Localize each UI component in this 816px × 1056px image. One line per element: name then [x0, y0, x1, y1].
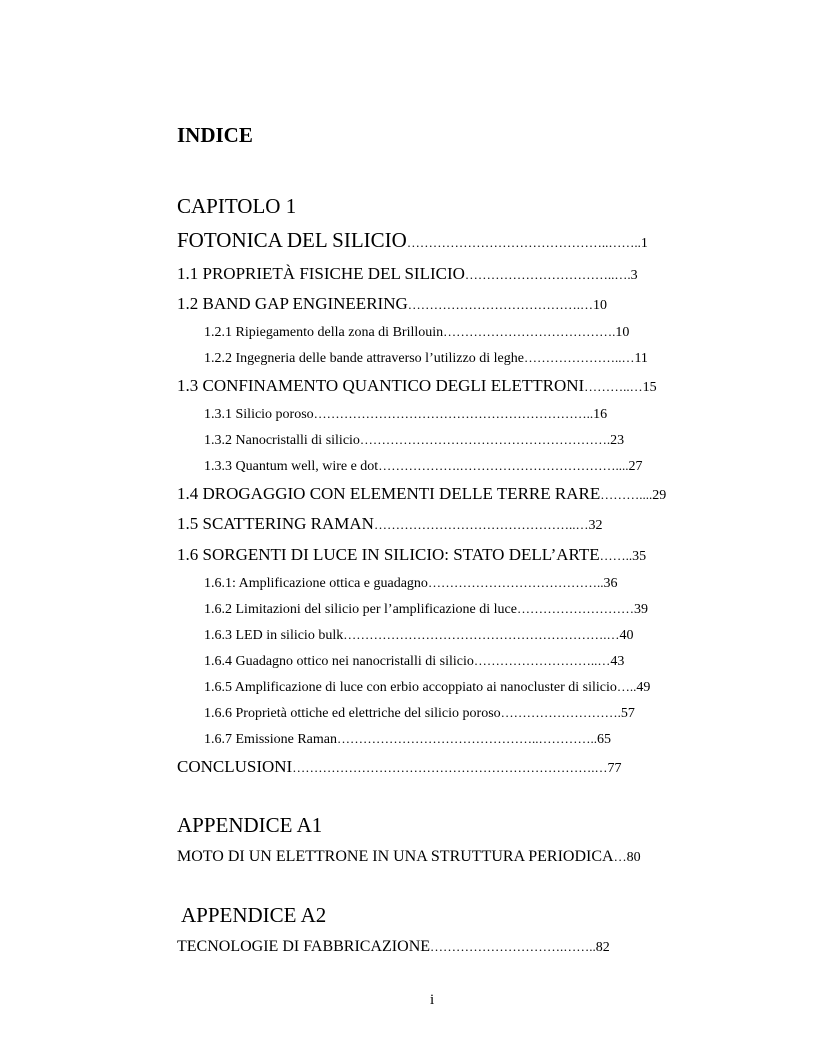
toc-page-number: 35 — [632, 549, 647, 564]
toc-entry[interactable] — [204, 406, 689, 423]
toc-page-number: 32 — [588, 518, 603, 533]
toc-entry-title: 1.6.3 LED in silicio bulk — [204, 628, 344, 643]
toc-entry-title: 1.6.7 Emissione Raman — [204, 732, 337, 747]
appendix-heading: APPENDICE A1 — [177, 813, 323, 837]
toc-entry-title: FOTONICA DEL SILICIO — [177, 228, 407, 252]
page-number: i — [430, 992, 435, 1008]
toc-leader-dots: …………………………………. — [443, 324, 616, 339]
toc-entry-title: 1.3.1 Silicio poroso — [204, 407, 314, 422]
toc-entry[interactable] — [204, 679, 689, 696]
toc-entry[interactable] — [204, 705, 689, 722]
toc-page-number: 43 — [610, 654, 625, 669]
toc-entry-title: 1.5 SCATTERING RAMAN — [177, 514, 374, 533]
toc-entry[interactable] — [204, 731, 689, 748]
toc-entry-title: 1.6.5 Amplificazione di luce con erbio accoppiato ai nanocluster di silicio — [204, 680, 617, 695]
toc-leader-dots: ………………………….…….. — [430, 939, 596, 954]
toc-entry[interactable] — [177, 376, 689, 396]
toc-page-number: 27 — [628, 459, 643, 474]
toc-page-number: 57 — [620, 706, 635, 721]
toc-leader-dots: ………………………..… — [473, 653, 611, 668]
toc-page-number: 23 — [610, 433, 625, 448]
toc-entry-title: TECNOLOGIE DI FABBRICAZIONE — [177, 938, 431, 955]
toc-leader-dots: ………………………………….. — [427, 575, 604, 590]
toc-entry[interactable] — [177, 938, 689, 956]
toc-entry[interactable] — [204, 432, 689, 449]
toc-leader-dots: … — [613, 849, 627, 864]
appendix-heading: APPENDICE A2 — [181, 903, 327, 927]
toc-entry-title: 1.3 CONFINAMENTO QUANTICO DEGLI ELETTRONI — [177, 376, 585, 395]
toc-leader-dots: ……….... — [600, 487, 653, 502]
toc-entry[interactable] — [204, 458, 689, 475]
toc-entry-title: 1.6.2 Limitazioni del silicio per l’amplificazione di luce — [204, 602, 517, 617]
toc-entry[interactable] — [177, 757, 689, 777]
toc-entry[interactable] — [177, 228, 689, 253]
toc-leader-dots: …………………………………………………. — [359, 432, 611, 447]
toc-entry-title: MOTO DI UN ELETTRONE IN UNA STRUTTURA PERIODICA — [177, 848, 614, 865]
toc-leader-dots: …………………..… — [523, 350, 635, 365]
toc-entry-title: 1.4 DROGAGGIO CON ELEMENTI DELLE TERRE RARE — [177, 484, 601, 503]
toc-entry[interactable] — [204, 324, 689, 341]
toc-leader-dots: ……………………………………………………….. — [313, 406, 594, 421]
toc-leader-dots: ……………….……………………………….... — [378, 458, 629, 473]
toc-leader-dots: ……………………… — [516, 601, 634, 616]
toc-page-number: 10 — [593, 298, 607, 313]
toc-page-number: 40 — [619, 628, 634, 643]
toc-page-number: 39 — [633, 602, 648, 617]
toc-page-number: 49 — [636, 680, 651, 695]
toc-entry-title: 1.1 PROPRIETÀ FISICHE DEL SILICIO — [177, 264, 465, 283]
toc-page-number: 80 — [626, 850, 641, 865]
toc-entry[interactable] — [177, 848, 689, 866]
toc-entry-title: 1.6.6 Proprietà ottiche ed elettriche del silicio poroso — [204, 706, 501, 721]
toc-entry[interactable] — [204, 350, 689, 367]
chapter-heading: CAPITOLO 1 — [177, 194, 297, 218]
toc-leader-dots: …………………………………………………….… — [343, 627, 620, 642]
toc-page-number: 77 — [607, 761, 622, 776]
toc-page-number: 16 — [593, 407, 608, 422]
toc-entry-title: 1.2.1 Ripiegamento della zona di Brillouin — [204, 325, 444, 340]
toc-entry[interactable] — [177, 514, 689, 534]
toc-entry[interactable] — [204, 601, 689, 618]
page-title: INDICE — [177, 123, 253, 147]
toc-leader-dots: ……………………………..…. — [464, 267, 631, 282]
toc-page-number: 29 — [652, 488, 667, 503]
toc-entry-title: 1.3.2 Nanocristalli di silicio — [204, 433, 360, 448]
toc-entry[interactable] — [204, 653, 689, 670]
toc-leader-dots: …………………………………………………………….… — [292, 760, 608, 775]
toc-entry-title: 1.2 BAND GAP ENGINEERING — [177, 294, 408, 313]
toc-leader-dots: ………………………………………..………….. — [337, 731, 597, 746]
toc-leader-dots: ………………………………….… — [407, 297, 593, 312]
toc-leader-dots: ………………………………………..…….. — [406, 235, 641, 250]
toc-entry[interactable] — [177, 294, 689, 314]
toc-entry[interactable] — [177, 264, 689, 284]
toc-page-number: 3 — [630, 268, 638, 283]
toc-leader-dots: ………………………. — [500, 705, 621, 720]
toc-page-number: 82 — [595, 940, 610, 955]
toc-entry-title: 1.2.2 Ingegneria delle bande attraverso l’utilizzo di leghe — [204, 351, 524, 366]
toc-page-number: 1 — [640, 236, 648, 251]
toc-page-number: 65 — [597, 732, 611, 747]
toc-page-number: 11 — [634, 351, 648, 366]
toc-entry-title: CONCLUSIONI — [177, 757, 293, 776]
toc-page-number: 10 — [615, 325, 630, 340]
toc-leader-dots: ….. — [616, 679, 637, 694]
toc-leader-dots: ………………………………………..… — [373, 517, 589, 532]
toc-entry[interactable] — [177, 484, 689, 504]
toc-entry[interactable] — [177, 545, 689, 565]
toc-entry[interactable] — [204, 575, 689, 592]
toc-page-number: 15 — [642, 380, 657, 395]
toc-leader-dots: …….. — [599, 548, 633, 563]
toc-entry-title: 1.6 SORGENTI DI LUCE IN SILICIO: STATO DELL’ARTE — [177, 545, 600, 564]
toc-entry-title: 1.3.3 Quantum well, wire e dot — [204, 459, 379, 474]
toc-entry[interactable] — [204, 627, 689, 644]
toc-entry-title: 1.6.1: Amplificazione ottica e guadagno — [204, 576, 428, 591]
toc-leader-dots: ………..… — [584, 379, 643, 394]
toc-entry-title: 1.6.4 Guadagno ottico nei nanocristalli di silicio — [204, 654, 474, 669]
toc-page-number: 36 — [603, 576, 618, 591]
